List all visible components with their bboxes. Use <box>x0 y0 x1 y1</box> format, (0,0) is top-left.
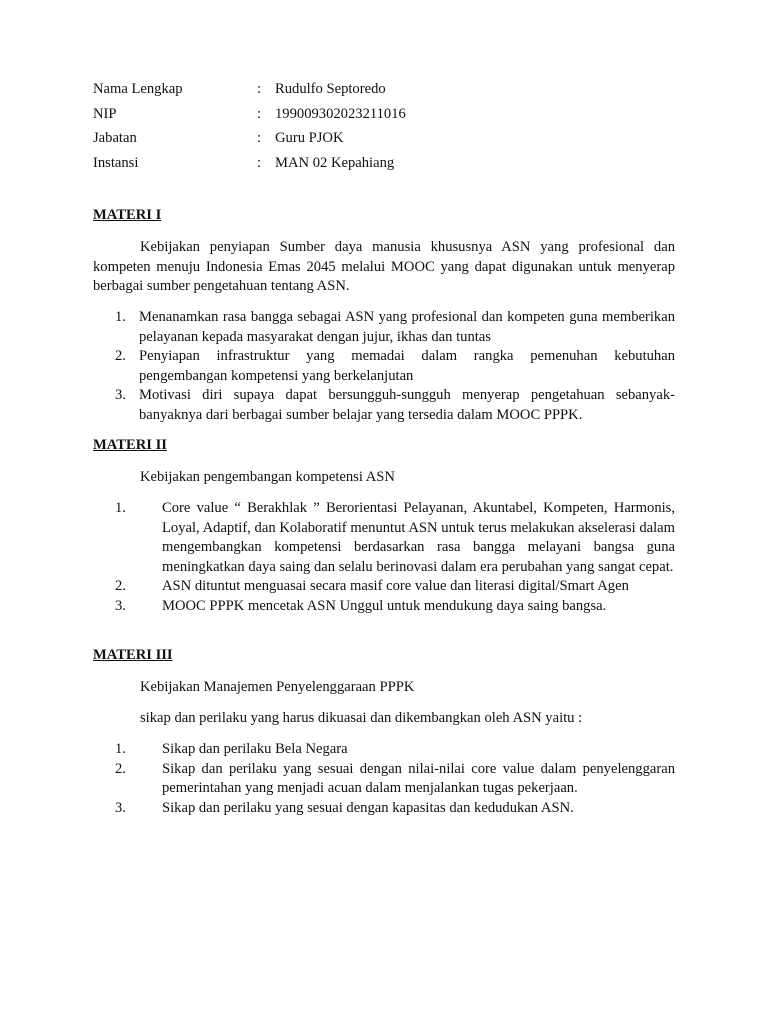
materi-2-intro: Kebijakan pengembangan kompetensi ASN <box>140 469 395 485</box>
profile-row-nip <box>93 102 406 126</box>
list-text: ASN dituntut menguasai secara masif core value dan literasi digital/Smart Agen <box>162 578 629 594</box>
profile-row-position <box>93 127 406 151</box>
profile-table <box>93 78 406 176</box>
materi-1-list <box>93 308 675 425</box>
list-text: Sikap dan perilaku Bela Negara <box>162 741 348 757</box>
list-text: MOOC PPPK mencetak ASN Unggul untuk mendukung daya saing bangsa. <box>162 597 607 614</box>
list-number: 1. <box>115 741 126 757</box>
list-number: 1. <box>115 309 126 325</box>
list-number: 3. <box>115 597 126 614</box>
profile-value: Rudulfo Septoredo <box>275 81 386 98</box>
list-text: Penyiapan infrastruktur yang memadai dalam rangka pemenuhan kebutuhan pengembangan kompetensi yang berkelanjutan <box>139 348 675 384</box>
list-item <box>93 499 675 577</box>
list-text: Menanamkan rasa bangga sebagai ASN yang profesional dan kompeten guna memberikan pelayanan kepada masyarakat dengan jujur, ikhas dan tuntas <box>139 309 675 345</box>
materi-3-intro: Kebijakan Manajemen Penyelenggaraan PPPK <box>140 679 415 695</box>
list-number: 2. <box>115 348 126 364</box>
section-heading-materi-1: MATERI I <box>93 207 162 223</box>
list-item <box>93 740 675 760</box>
profile-value: 199009302023211016 <box>275 105 406 122</box>
profile-separator: : <box>257 130 262 147</box>
profile-row-institution <box>93 151 406 175</box>
list-number: 1. <box>115 500 126 516</box>
profile-separator: : <box>257 154 262 171</box>
list-item <box>93 799 675 819</box>
profile-label: Jabatan <box>93 130 137 147</box>
materi-2-list <box>93 499 675 616</box>
list-text: Core value “ Berakhlak ” Berorientasi Pelayanan, Akuntabel, Kompeten, Harmonis, Loyal, Adaptif, dan Kolaboratif menuntut ASN untuk terus melakukan akselerasi dalam mengembangkan kompetensi berdasarkan rasa bangga melayani bangsa guna meningkatkan daya saing dan selalu berinovasi dalam era perubahan yang sangat cepat. <box>162 500 675 575</box>
profile-value: Guru PJOK <box>275 130 344 147</box>
profile-label: Instansi <box>93 154 139 171</box>
list-item <box>93 386 675 425</box>
profile-separator: : <box>257 81 262 98</box>
profile-value: MAN 02 Kepahiang <box>275 154 395 171</box>
profile-separator: : <box>257 105 262 122</box>
materi-1-intro: Kebijakan penyiapan Sumber daya manusia khususnya ASN yang profesional dan kompeten menuju Indonesia Emas 2045 melalui MOOC yang dapat digunakan untuk menyerap berbagai sumber pengetahuan tentang ASN. <box>93 239 675 294</box>
profile-label: NIP <box>93 105 117 122</box>
list-number: 3. <box>115 799 126 816</box>
list-text: Motivasi diri supaya dapat bersungguh-sungguh menyerap pengetahuan sebanyak-banyaknya dari berbagai sumber belajar yang tersedia dalam MOOC PPPK. <box>139 387 675 423</box>
list-item <box>93 597 675 617</box>
list-number: 3. <box>115 387 126 403</box>
list-item <box>93 760 675 799</box>
materi-3-intro-2: sikap dan perilaku yang harus dikuasai dan dikembangkan oleh ASN yaitu : <box>140 710 583 726</box>
section-heading-materi-3: MATERI III <box>93 647 173 663</box>
section-heading-materi-2: MATERI II <box>93 437 167 453</box>
list-number: 2. <box>115 760 126 777</box>
list-item <box>93 308 675 347</box>
list-item <box>93 347 675 386</box>
list-number: 2. <box>115 578 126 594</box>
list-item <box>93 577 675 597</box>
profile-row-name <box>93 78 406 102</box>
materi-3-list <box>93 740 675 818</box>
list-text: Sikap dan perilaku yang sesuai dengan nilai-nilai core value dalam penyelenggaran pemerintahan yang menjadi acuan dalam menjalankan tugas pekerjaan. <box>162 760 675 796</box>
profile-label: Nama Lengkap <box>93 81 183 98</box>
list-text: Sikap dan perilaku yang sesuai dengan kapasitas dan kedudukan ASN. <box>162 799 574 816</box>
